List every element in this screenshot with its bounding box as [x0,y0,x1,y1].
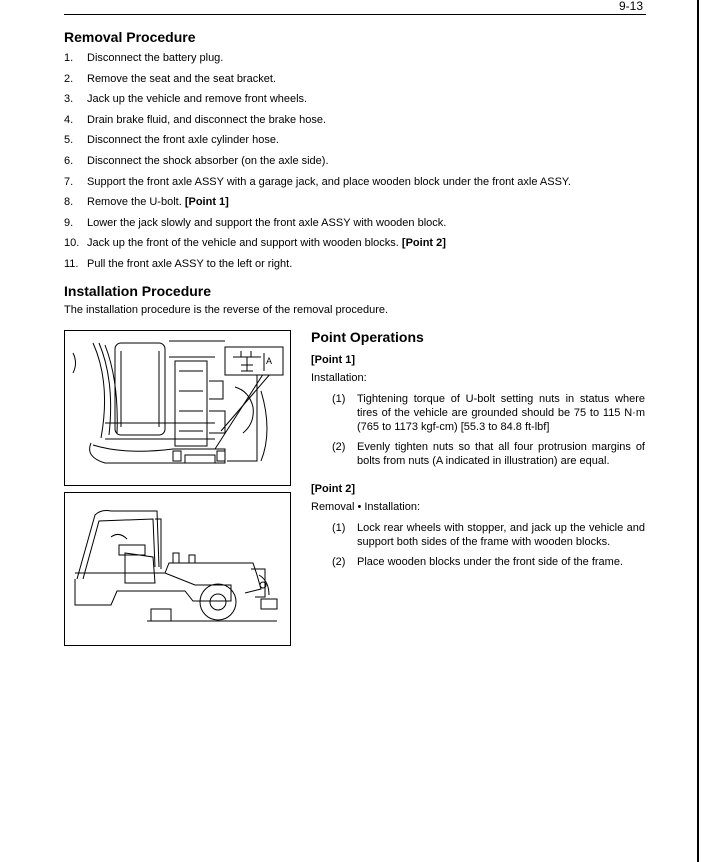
step-number: 11. [64,257,79,270]
step-number: 3. [64,93,74,106]
item-text: Place wooden blocks under the front side of the frame. [357,556,623,568]
installation-text: The installation procedure is the reverse of the removal procedure. [64,304,389,316]
step-text: Disconnect the front axle cylinder hose. [87,134,279,147]
item-text: Evenly tighten nuts so that all four protrusion margins of bolts from nuts (A indicated in illustration) are equal. [357,441,645,467]
point-2-subheading: Removal • Installation: [311,501,421,513]
step-number: 6. [64,154,74,167]
vehicle-drawing [65,493,290,645]
point-2-item-1 [311,521,645,549]
step-text: Pull the front axle ASSY to the left or right. [87,257,293,270]
axle-drawing [65,331,290,485]
step-number: 2. [64,72,74,85]
item-text: Lock rear wheels with stopper, and jack up the vehicle and support both sides of the frame with wooden blocks. [357,522,645,548]
item-number: (1) [332,393,346,405]
point-1-item-1 [311,392,645,434]
removal-heading: Removal Procedure [64,29,196,45]
label-a: A [266,356,273,366]
step-text: Remove the U-bolt. [Point 1] [87,196,229,209]
step-number: 4. [64,113,74,126]
point-1-subheading: Installation: [311,372,367,384]
step-text: Jack up the front of the vehicle and support with wooden blocks. [Point 2] [87,237,446,250]
step-number: 5. [64,134,74,147]
item-text: Tightening torque of U-bolt setting nuts in status where tires of the vehicle are grounded should be 75 to 115 N·m (765 to 1173 kgf-cm) [55.3 to 84.8 ft-lbf] [357,393,645,433]
point-operations-heading: Point Operations [311,329,424,345]
step-number: 8. [64,196,74,209]
step-number: 1. [64,52,74,64]
point-reference: [Point 2] [401,237,446,250]
point-2-label: [Point 2] [311,483,355,495]
point-2-item-2 [311,555,645,569]
page-right-border [697,0,699,862]
axle-ubolt-illustration [64,330,291,486]
point-1-label: [Point 1] [311,354,355,366]
item-number: (2) [332,441,346,453]
point-reference: [Point 1] [184,196,229,209]
vehicle-support-illustration [64,492,291,646]
page-number: 9-13 [618,0,643,13]
step-text: Disconnect the battery plug. [87,52,224,64]
step-text: Drain brake fluid, and disconnect the brake hose. [87,113,327,126]
step-number: 10. [64,237,80,250]
step-text: Support the front axle ASSY with a garage jack, and place wooden block under the front axle ASSY. [87,175,571,188]
step-text: Jack up the vehicle and remove front wheels. [87,93,308,106]
step-text: Disconnect the shock absorber (on the axle side). [87,154,329,167]
header-rule [64,14,646,15]
step-number: 9. [64,216,74,229]
point-operations [311,329,645,575]
step-number: 7. [64,175,74,188]
installation-heading: Installation Procedure [64,283,212,299]
item-number: (1) [332,522,346,534]
item-number: (2) [332,556,346,568]
step-text: Remove the seat and the seat bracket. [87,72,276,85]
step-text: Lower the jack slowly and support the front axle ASSY with wooden block. [87,216,447,229]
point-1-item-2 [311,440,645,468]
